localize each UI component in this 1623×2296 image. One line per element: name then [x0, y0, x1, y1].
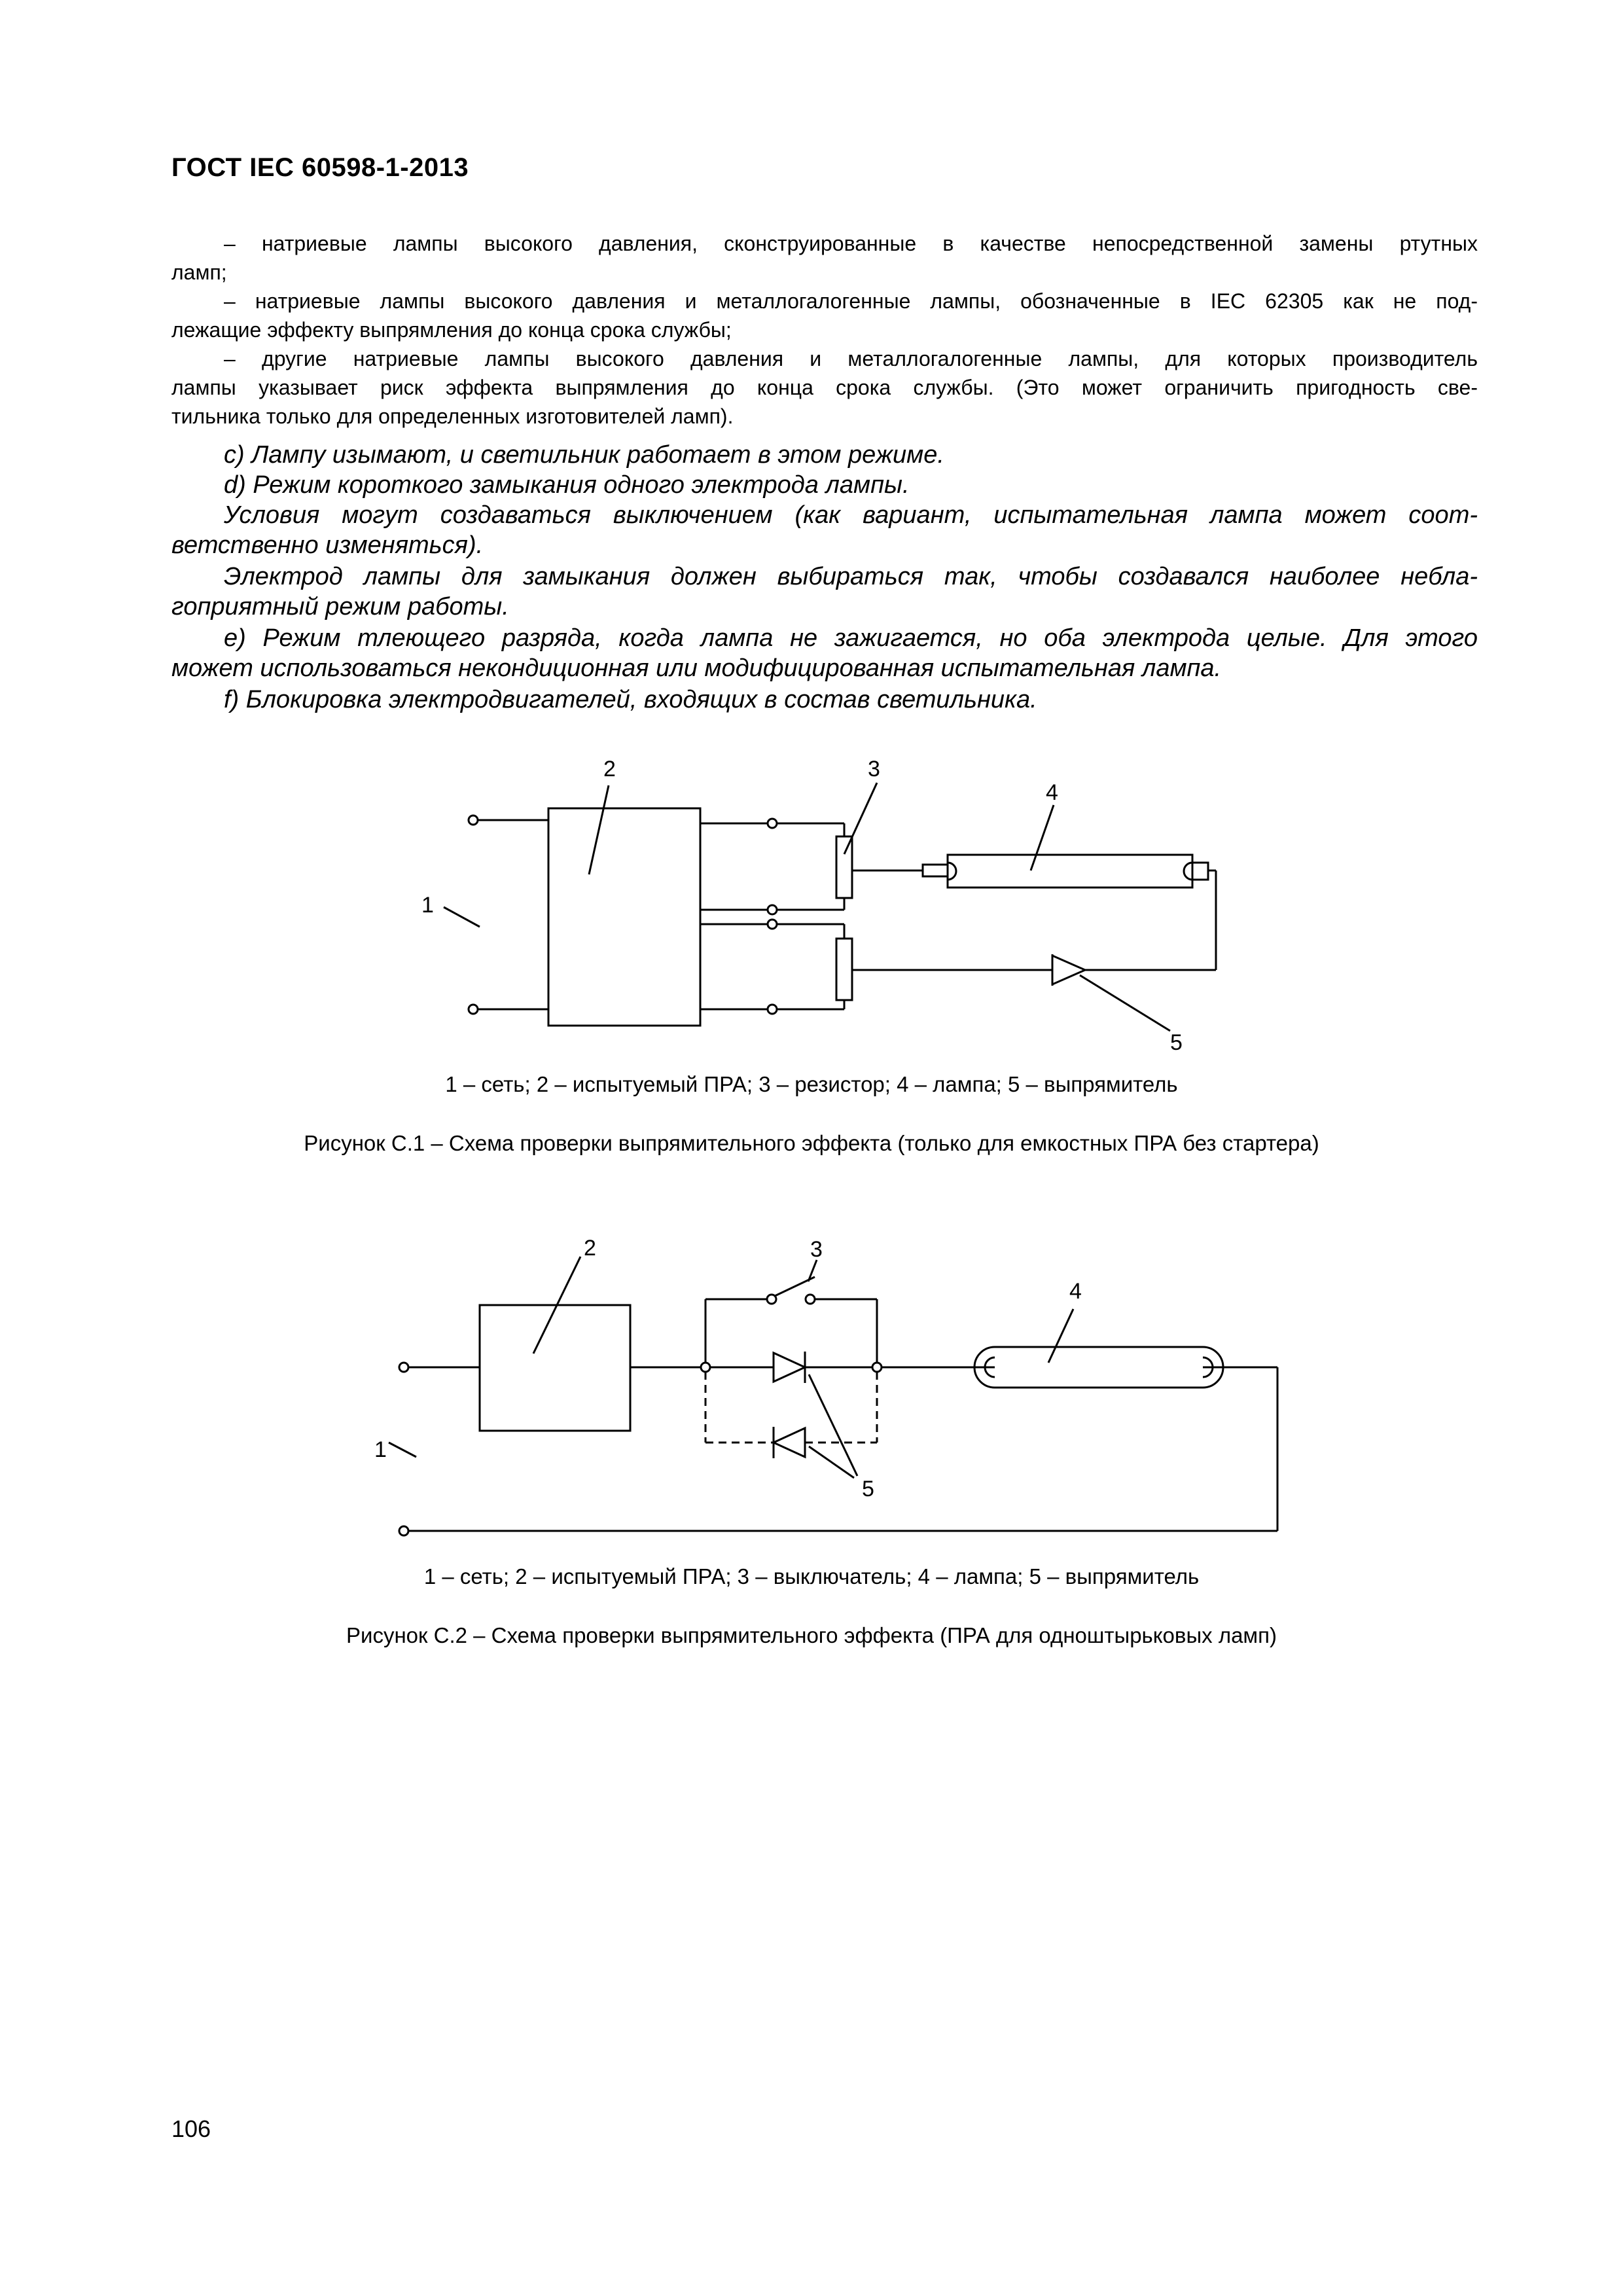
figure-2-legend: 1 – сеть; 2 – испытуемый ПРА; 3 – выключатель; 4 – лампа; 5 – выпрямитель [423, 1564, 1200, 1588]
label-3: 3 [810, 1237, 823, 1262]
mains-terminal-bottom [399, 1526, 408, 1535]
figure-2-diagram [389, 1257, 1277, 1535]
resistor-2 [836, 939, 852, 1000]
leader-line-4 [1031, 805, 1054, 870]
label-4: 4 [1046, 780, 1058, 805]
alternative-branch [705, 1372, 877, 1443]
terminal [768, 1005, 777, 1014]
leader-line-3 [844, 783, 877, 854]
label-2: 2 [584, 1236, 596, 1261]
leader-line-1 [444, 907, 480, 927]
label-1: 1 [421, 893, 434, 918]
diode-triangle-reverse [774, 1428, 805, 1457]
text-line: ламп; [171, 260, 227, 284]
document-header: ГОСТ IEC 60598-1-2013 [171, 153, 469, 182]
mains-terminal-top [399, 1363, 408, 1372]
text-line: c) Лампу изымают, и светильник работает в этом режиме. [224, 441, 944, 469]
figure-1-labels [421, 757, 1183, 1055]
lamp-tube [948, 855, 1192, 888]
text-line: лежащие эффекту выпрямления до конца срока службы; [171, 318, 732, 342]
text-line: f) Блокировка электродвигателей, входящих в состав светильника. [224, 686, 1037, 713]
text-line: – натриевые лампы высокого давления и металлогалогенные лампы, обозначенные в IEC 62305 как не под- [224, 289, 1478, 313]
text-line: гоприятный режим работы. [171, 593, 509, 620]
terminal [768, 905, 777, 914]
node-left [701, 1363, 710, 1372]
text-line: e) Режим тлеющего разряда, когда лампа не зажигается, но оба электрода целые. Для этого [224, 624, 1478, 652]
resistor-1 [836, 836, 852, 898]
text-line: – натриевые лампы высокого давления, сконструированные в качестве непосредственной замены ртутных [224, 232, 1478, 255]
leader-line-1 [389, 1443, 416, 1457]
lamp-tube [974, 1347, 1223, 1388]
figure-1-caption: Рисунок С.1 – Схема проверки выпрямительного эффекта (только для емкостных ПРА без стартера) [304, 1131, 1319, 1155]
ballast-box [548, 808, 700, 1026]
label-4: 4 [1069, 1279, 1082, 1304]
text-line: лампы указывает риск эффекта выпрямления до конца срока службы. (Это может ограничить пригодность све- [171, 376, 1478, 399]
leader-line-5b [809, 1446, 854, 1478]
diode-triangle [1052, 956, 1085, 984]
label-5: 5 [862, 1477, 874, 1501]
figure-1-legend: 1 – сеть; 2 – испытуемый ПРА; 3 – резистор; 4 – лампа; 5 – выпрямитель [445, 1072, 1178, 1096]
leader-line-5a [809, 1374, 857, 1476]
leader-line-5 [1080, 975, 1170, 1031]
mains-terminal-bottom [469, 1005, 478, 1014]
text-line: ветственно изменяться). [171, 531, 484, 559]
text-line: – другие натриевые лампы высокого давления и металлогалогенные лампы, для которых производитель [224, 347, 1478, 370]
node-right [872, 1363, 882, 1372]
switch-contact-left [767, 1295, 776, 1304]
mains-terminal-top [469, 816, 478, 825]
leader-line-2 [589, 785, 609, 874]
label-3: 3 [868, 757, 880, 781]
label-1: 1 [374, 1437, 387, 1462]
leader-line-4 [1048, 1309, 1073, 1363]
figure-2-caption: Рисунок С.2 – Схема проверки выпрямительного эффекта (ПРА для одноштырьковых ламп) [346, 1623, 1277, 1647]
terminal [768, 819, 777, 828]
text-line: Электрод лампы для замыкания должен выбираться так, чтобы создавался наиболее небла- [224, 563, 1478, 590]
label-5: 5 [1170, 1030, 1183, 1055]
text-line: d) Режим короткого замыкания одного электрода лампы. [224, 471, 910, 499]
label-2: 2 [603, 757, 616, 781]
lamp-electrode-left [948, 863, 956, 880]
figure-1-diagram [444, 783, 1216, 1031]
lamp-pin-right [1192, 863, 1208, 880]
terminal [768, 920, 777, 929]
lamp-electrode-right [1184, 863, 1192, 880]
ballast-box [480, 1305, 630, 1431]
text-line: Условия могут создаваться выключением (как вариант, испытательная лампа может соот- [224, 501, 1478, 529]
lamp-pin-left [923, 865, 948, 876]
text-line: тильника только для определенных изготовителей ламп). [171, 404, 734, 428]
switch-contact-right [806, 1295, 815, 1304]
page-number: 106 [171, 2115, 211, 2142]
text-line: может использоваться некондиционная или модифицированная испытательная лампа. [171, 655, 1222, 682]
diode-triangle [774, 1353, 805, 1382]
